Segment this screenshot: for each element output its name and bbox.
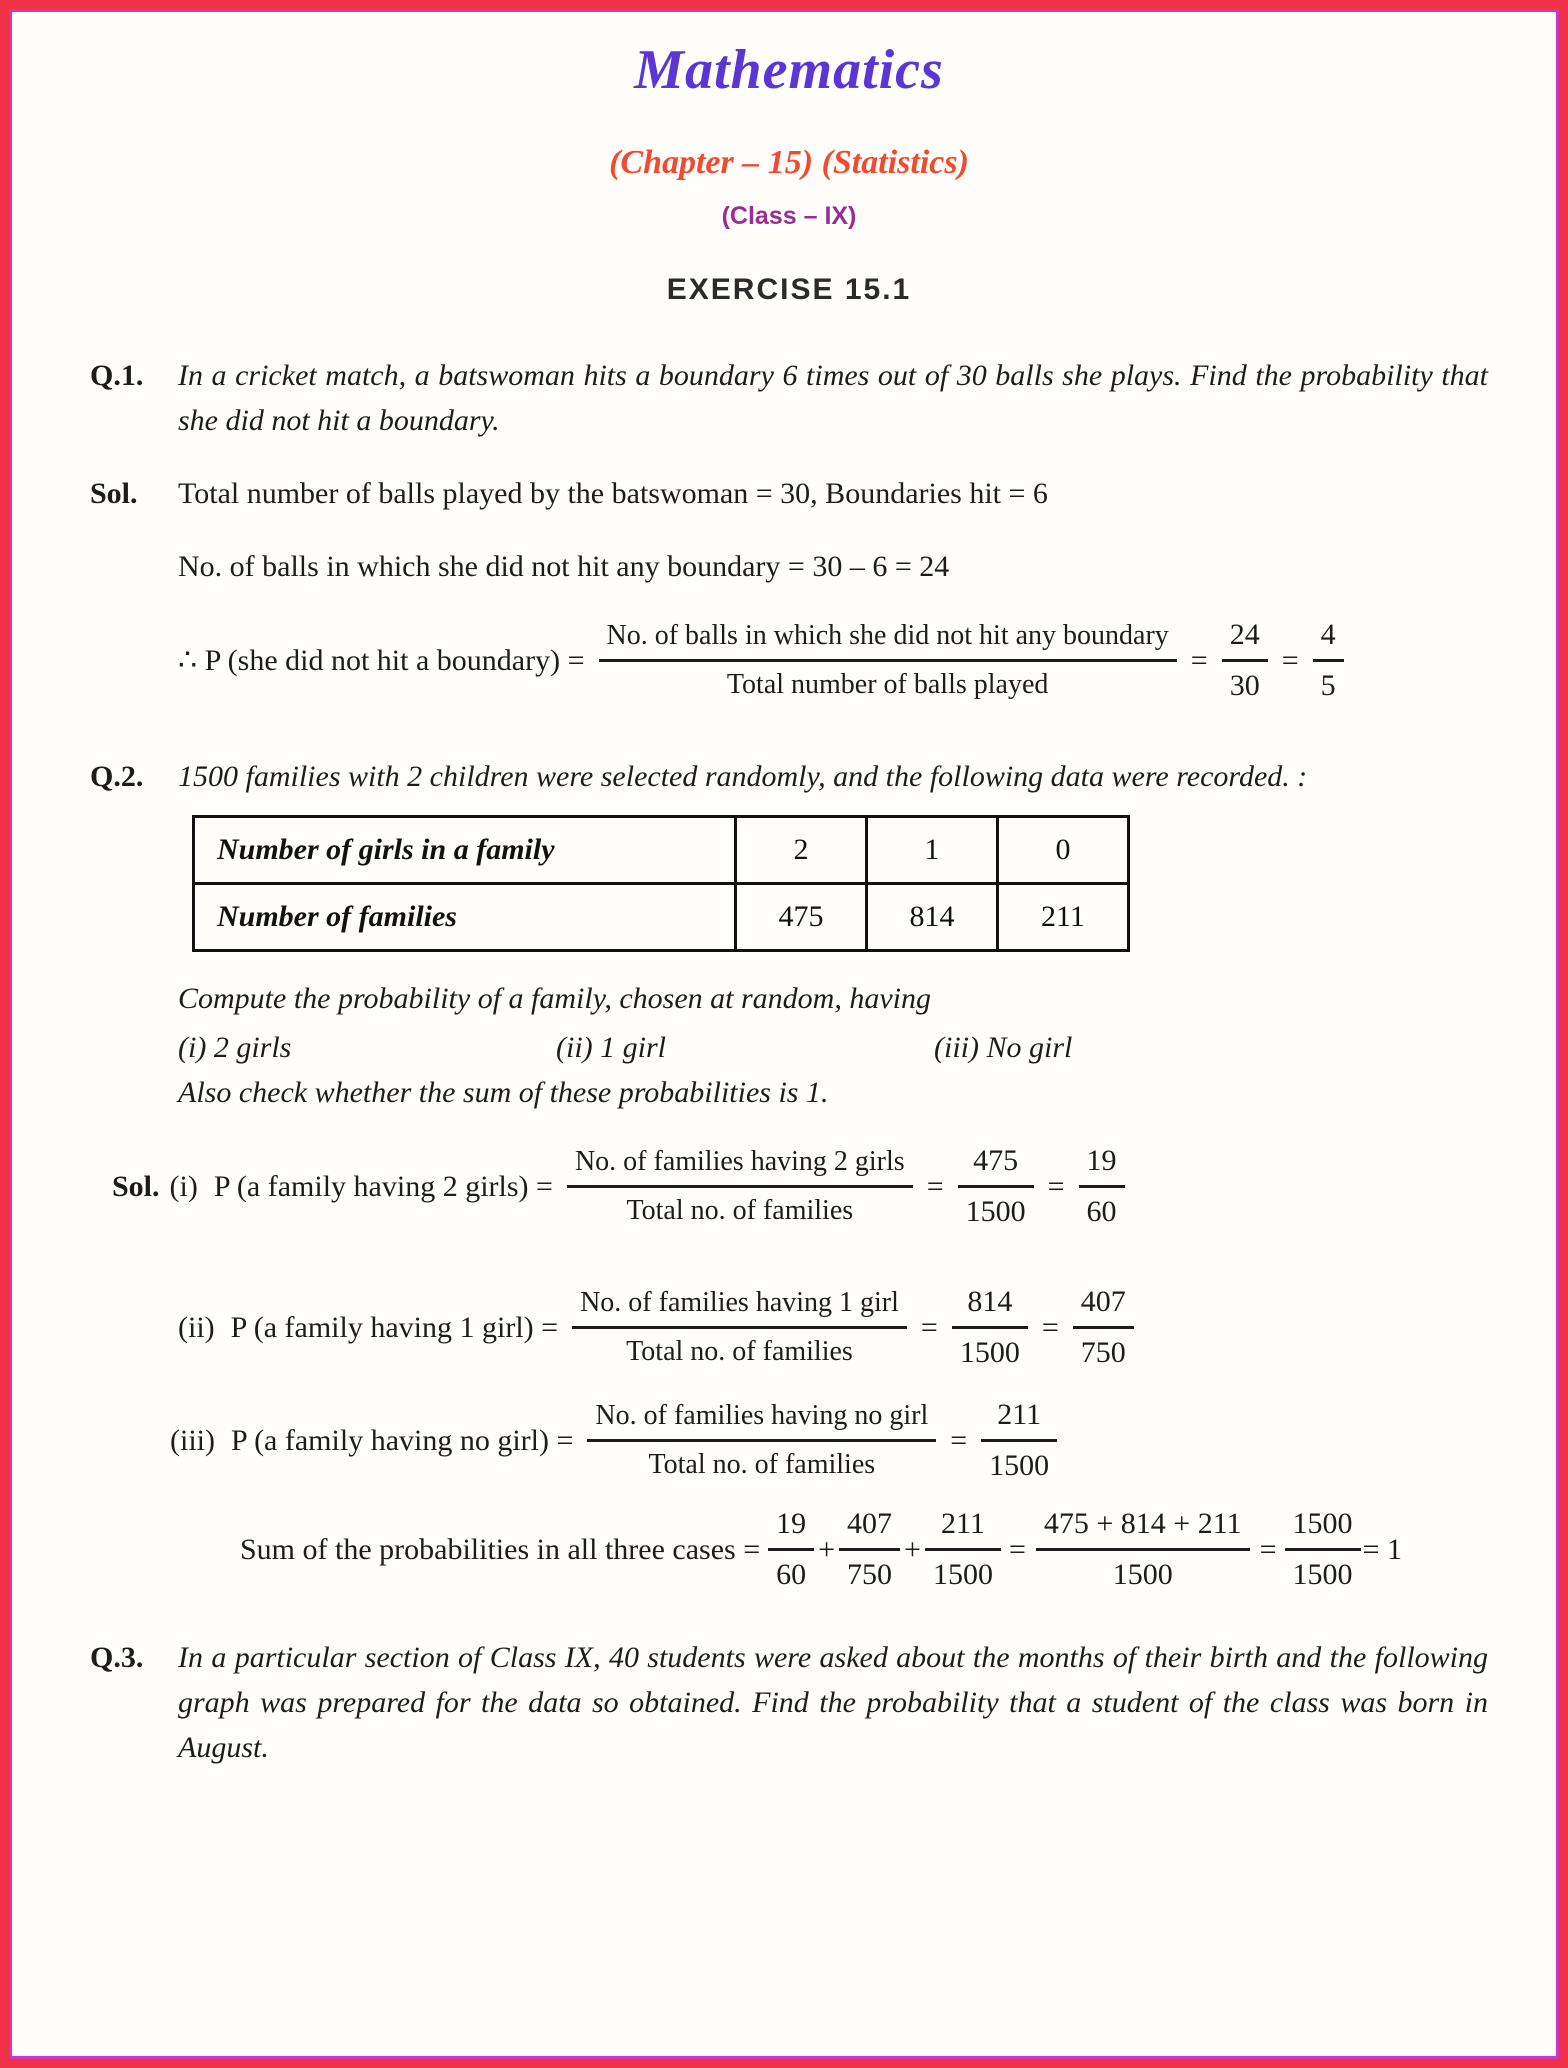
q2-question-text: 1500 families with 2 children were selected randomly, and the following data were recorded. : <box>178 760 1308 793</box>
q2-sol-iii-fraction-211-1500 <box>981 1395 1057 1486</box>
fraction-denominator: 1500 <box>965 1195 1026 1228</box>
chapter-subtitle: (Chapter – 15) (Statistics) <box>609 144 969 181</box>
q2-sol-iii-lead: P (a family having no girl) = <box>231 1423 574 1457</box>
q2-data-table <box>192 815 1130 952</box>
page-title: Mathematics <box>634 39 944 101</box>
fraction-denominator: 30 <box>1229 669 1260 702</box>
fraction-denominator: 750 <box>1080 1336 1126 1369</box>
q1-solution-row <box>90 471 1488 516</box>
equals-sign: = <box>1281 643 1299 677</box>
q1-label: Q.1. <box>90 359 144 392</box>
item-iii-label: (iii) <box>170 1423 215 1457</box>
fraction-denominator: 1500 <box>932 1558 993 1591</box>
q2-also-line: Also check whether the sum of these probabilities is 1. <box>178 1076 829 1109</box>
sum-fraction-407-750 <box>839 1504 900 1595</box>
item-i-label: (i) <box>169 1169 198 1203</box>
fraction-numerator: No. of families having no girl <box>587 1397 936 1442</box>
q3-question-text: In a particular section of Class IX, 40 students were asked about the months of their birth and the following graph was prepared for the data so obtained. Find the probability that a student of the class was born in August. <box>178 1641 1488 1764</box>
q1-question-row <box>90 353 1488 443</box>
item-ii-label: (ii) <box>178 1310 215 1344</box>
plus-sign: + <box>818 1532 836 1566</box>
table-row <box>194 817 1129 884</box>
table-row <box>194 884 1129 951</box>
table-cell: 211 <box>998 884 1129 951</box>
sum-fraction-211-1500 <box>925 1504 1001 1595</box>
q1-sol-line2: No. of balls in which she did not hit any boundary = 30 – 6 = 24 <box>178 550 950 583</box>
equals-sign: = <box>920 1310 938 1344</box>
q2-option-i: (i) 2 girls <box>178 1031 292 1064</box>
fraction-numerator: 407 <box>839 1504 900 1551</box>
fraction-numerator: 814 <box>952 1282 1028 1329</box>
table-row-header: Number of girls in a family <box>194 817 736 884</box>
q1-word-fraction <box>599 617 1177 703</box>
q2-sol-ii-formula <box>178 1282 1488 1373</box>
q1-formula-lead: ∴ P (she did not hit a boundary) = <box>178 643 585 677</box>
fraction-denominator: 750 <box>847 1558 893 1591</box>
plus-sign: + <box>904 1532 921 1566</box>
q2-question-row <box>90 754 1488 799</box>
sum-fraction-19-60 <box>768 1504 814 1595</box>
q3-question-row <box>90 1635 1488 1770</box>
fraction-denominator: 60 <box>1086 1195 1117 1228</box>
table-cell: 0 <box>998 817 1129 884</box>
table-cell: 814 <box>867 884 998 951</box>
q2-sol-i-lead: P (a family having 2 girls) = <box>213 1169 553 1203</box>
q1-sol-line1: Total number of balls played by the batswoman = 30, Boundaries hit = 6 <box>178 477 1048 510</box>
fraction-denominator: Total no. of families <box>626 1195 854 1226</box>
fraction-numerator: 475 + 814 + 211 <box>1036 1504 1250 1551</box>
q2-sol-ii-fraction-814-1500 <box>952 1282 1028 1373</box>
equals-sign: = <box>950 1423 968 1457</box>
q2-sol-label: Sol. <box>112 1169 160 1203</box>
equals-sign: = <box>1041 1310 1059 1344</box>
fraction-denominator: 1500 <box>959 1336 1020 1369</box>
q2-sum-formula <box>240 1504 1488 1595</box>
fraction-numerator: 1500 <box>1285 1504 1361 1551</box>
sum-fraction-1500-1500 <box>1285 1504 1361 1595</box>
q1-sol-label: Sol. <box>90 477 138 510</box>
q2-sol-ii-fraction-407-750 <box>1073 1282 1134 1373</box>
q1-question-text: In a cricket match, a batswoman hits a boundary 6 times out of 30 balls she plays. Find the probability that she did not hit a boundary. <box>178 359 1488 437</box>
sum-result: = 1 <box>1362 1532 1402 1566</box>
fraction-numerator: 407 <box>1073 1282 1134 1329</box>
equals-sign: = <box>1190 643 1208 677</box>
fraction-numerator: 19 <box>768 1504 814 1551</box>
q2-sum-lead: Sum of the probabilities in all three cases = <box>240 1532 761 1566</box>
q2-sol-i-formula <box>112 1141 1488 1232</box>
fraction-numerator: 211 <box>981 1395 1057 1442</box>
q2-label: Q.2. <box>90 760 144 793</box>
fraction-numerator: 475 <box>958 1141 1034 1188</box>
fraction-denominator: 1500 <box>989 1449 1050 1482</box>
fraction-numerator: 24 <box>1222 615 1268 662</box>
fraction-numerator: No. of families having 2 girls <box>567 1143 913 1188</box>
q2-sol-i-word-fraction <box>567 1143 913 1229</box>
page-inner-frame <box>9 9 1559 2059</box>
q2-sol-ii-lead: P (a family having 1 girl) = <box>230 1310 559 1344</box>
q1-fraction-4-5 <box>1313 615 1344 706</box>
fraction-denominator: 5 <box>1320 669 1336 702</box>
q3-label: Q.3. <box>90 1641 144 1674</box>
table-cell: 1 <box>867 817 998 884</box>
fraction-denominator: 1500 <box>1112 1558 1173 1591</box>
q2-sol-iii-word-fraction <box>587 1397 936 1483</box>
fraction-numerator: 19 <box>1079 1141 1125 1188</box>
q2-compute-line: Compute the probability of a family, chosen at random, having <box>178 982 931 1015</box>
fraction-denominator: Total number of balls played <box>726 669 1049 700</box>
equals-sign: = <box>1259 1532 1277 1566</box>
document-header <box>90 38 1488 307</box>
equals-sign: = <box>1047 1169 1065 1203</box>
class-line: (Class – IX) <box>721 202 857 230</box>
fraction-denominator: Total no. of families <box>626 1336 853 1367</box>
table-row-header: Number of families <box>194 884 736 951</box>
q2-sol-iii-formula <box>170 1395 1488 1486</box>
equals-sign: = <box>1008 1532 1026 1566</box>
q2-options-row <box>178 1025 1488 1070</box>
q2-sol-i-fraction-19-60 <box>1079 1141 1125 1232</box>
q1-solution-formula <box>178 615 1488 706</box>
exercise-heading: EXERCISE 15.1 <box>666 273 912 306</box>
q2-option-iii: (iii) No girl <box>934 1031 1073 1064</box>
q2-sol-ii-word-fraction <box>572 1284 907 1370</box>
equals-sign: = <box>926 1169 944 1203</box>
table-cell: 475 <box>736 884 867 951</box>
fraction-numerator: 211 <box>925 1504 1001 1551</box>
table-cell: 2 <box>736 817 867 884</box>
fraction-denominator: 60 <box>776 1558 807 1591</box>
fraction-numerator: 4 <box>1313 615 1344 662</box>
q2-option-ii: (ii) 1 girl <box>556 1031 666 1064</box>
fraction-numerator: No. of balls in which she did not hit any boundary <box>599 617 1177 662</box>
fraction-numerator: No. of families having 1 girl <box>572 1284 907 1329</box>
fraction-denominator: 1500 <box>1292 1558 1353 1591</box>
q2-sol-i-fraction-475-1500 <box>958 1141 1034 1232</box>
q1-fraction-24-30 <box>1222 615 1268 706</box>
fraction-denominator: Total no. of families <box>648 1449 876 1480</box>
sum-fraction-combined <box>1036 1504 1250 1595</box>
